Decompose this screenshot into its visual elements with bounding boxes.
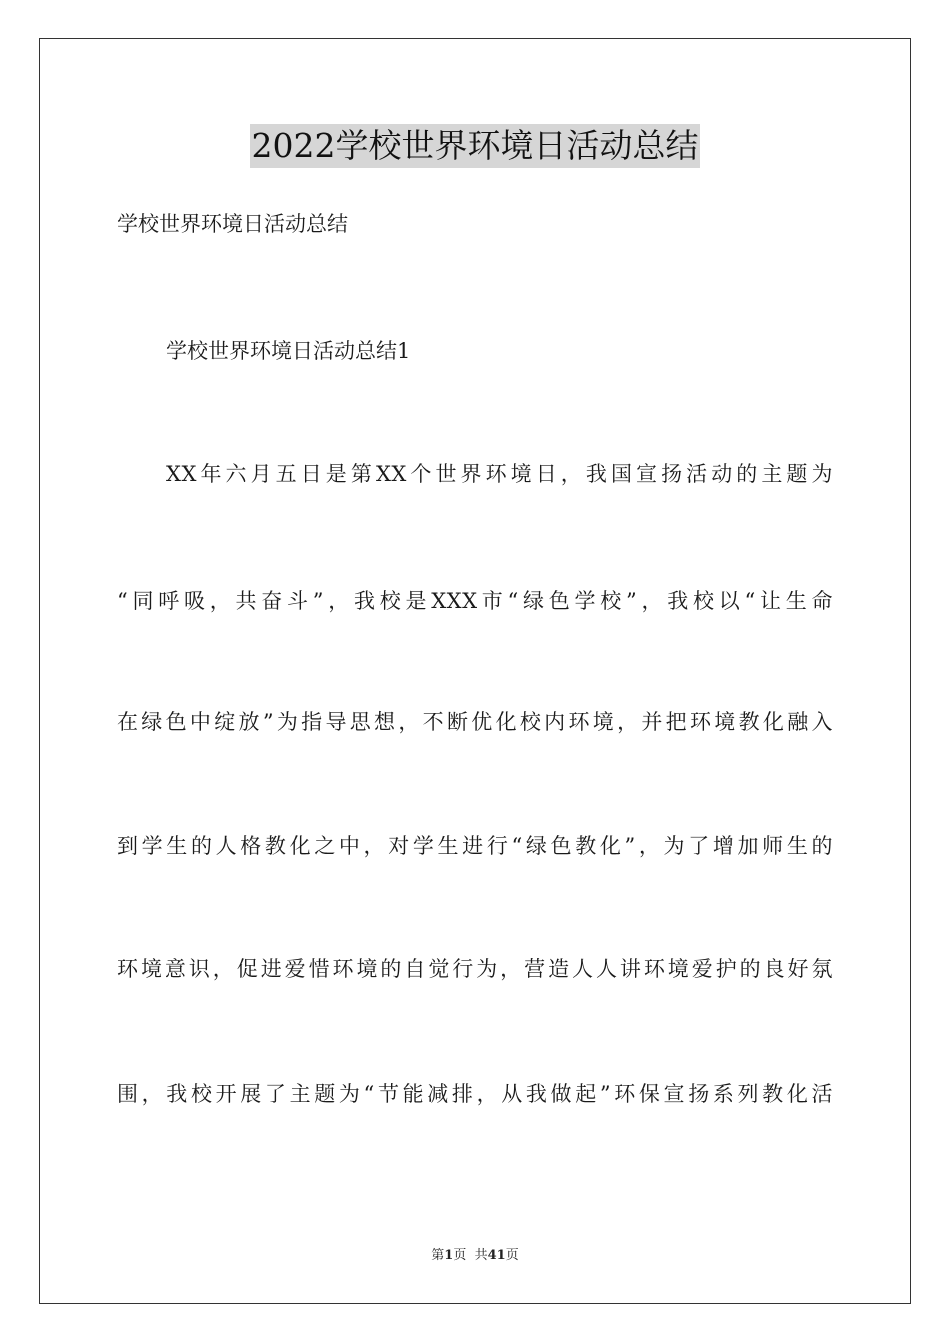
footer-total-pages: 41 [487, 1248, 506, 1263]
body-line: XX年六月五日是第XX个世界环境日，我国宣扬活动的主题为 [166, 462, 833, 486]
page-footer [0, 1247, 950, 1265]
body-line: 在绿色中绽放”为指导思想，不断优化校内环境，并把环境教化融入 [117, 710, 833, 734]
footer-page-mid: 页 共 [453, 1248, 488, 1263]
document-title: 2022学校世界环境日活动总结 [250, 124, 701, 168]
footer-current-page: 1 [444, 1248, 454, 1263]
body-line: 围，我校开展了主题为“节能减排，从我做起”环保宣扬系列教化活 [117, 1082, 833, 1106]
footer-page-suffix: 页 [505, 1248, 519, 1263]
document-subtitle: 学校世界环境日活动总结 [117, 212, 348, 236]
section-heading: 学校世界环境日活动总结1 [166, 339, 411, 363]
title-container [0, 124, 950, 168]
body-line: “同呼吸，共奋斗”，我校是XXX市“绿色学校”，我校以“让生命 [117, 589, 833, 613]
body-line: 到学生的人格教化之中，对学生进行“绿色教化”，为了增加师生的 [117, 834, 833, 858]
body-line: 环境意识，促进爱惜环境的自觉行为，营造人人讲环境爱护的良好氛 [117, 957, 833, 981]
footer-page-prefix: 第 [431, 1248, 445, 1263]
